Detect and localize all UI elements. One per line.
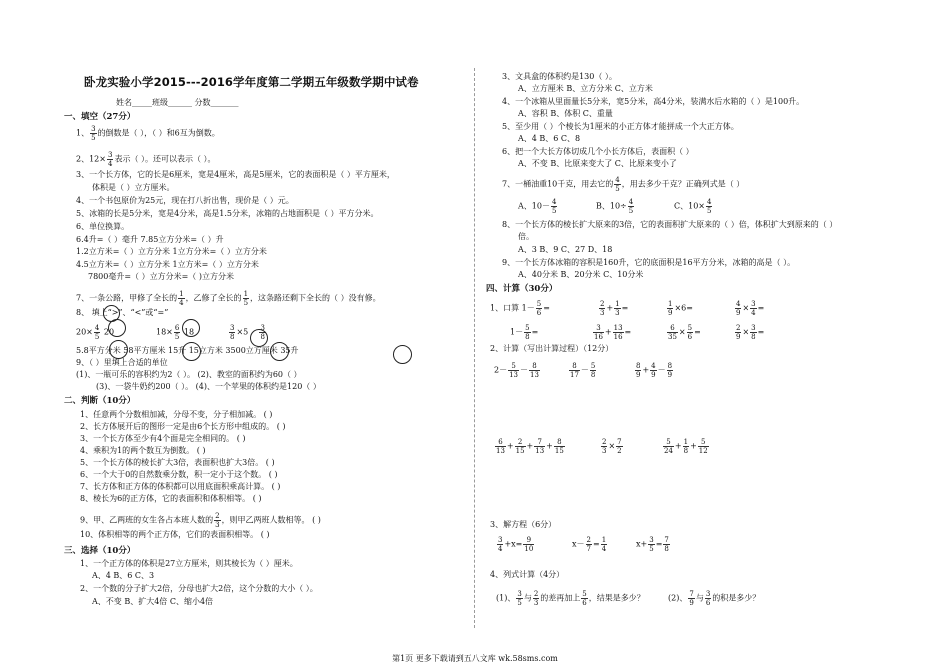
compare-units-row: 5.8平方分米 58平方厘米 15升 15立方米 3500立方厘米 35升 bbox=[76, 346, 299, 355]
answer-circle[interactable] bbox=[182, 342, 201, 361]
choice-2: 2、一个数的分子扩大2倍，分母也扩大2倍，这个分数的大小（ ）。 bbox=[80, 584, 318, 593]
fraction: $\frac{6}{5}$ bbox=[174, 324, 180, 341]
column-divider bbox=[474, 68, 476, 628]
name-line: 姓名_____班级______ 分数_______ bbox=[116, 98, 239, 107]
choice-3: 3、文具盒的体积约是130（ ）。 bbox=[502, 72, 617, 81]
judge-7: 7、长方体和正方体的体积都可以用底面积乘高计算。 ( ) bbox=[80, 482, 281, 491]
equation-label: 3、解方程（6分） bbox=[490, 520, 557, 529]
fraction: $\frac{4}{5}$ bbox=[628, 198, 634, 215]
fraction: $\frac{4}{5}$ bbox=[94, 324, 100, 341]
question-7: 7、一条公路，甲修了全长的 $\frac{1}{4}$ ，乙修了全长的 $\frac{1}{5}$ ，这条路还剩下全长的（ ）没有修。 bbox=[76, 290, 381, 307]
fraction: $\frac{3}{8}$ bbox=[230, 324, 235, 341]
fraction: $\frac{3}{8}$ bbox=[260, 324, 265, 341]
question-1: 1、 $\frac{3}{5}$ 的倒数是（ ），（ ）和6互为倒数。 bbox=[76, 125, 220, 142]
unit-row-3: 4.5立方米=（ ）立方分米 1立方米=（ ）立方分米 bbox=[76, 260, 259, 269]
choice-7-option-b: B、10÷ $\frac{4}{5}$ bbox=[596, 198, 634, 215]
choice-2-options: A、不变 B、扩大4倍 C、缩小4倍 bbox=[92, 597, 214, 606]
compare-item-c: $\frac{3}{8}$ ×5 $\frac{3}{8}$ bbox=[230, 324, 265, 341]
equation-item: x+ $\frac{3}{5}$ = $\frac{7}{8}$ bbox=[636, 536, 669, 553]
choice-3-options: A、立方厘米 B、立方分米 C、立方米 bbox=[518, 84, 653, 93]
compare-item-a: 20× $\frac{4}{5}$ 20 bbox=[76, 324, 115, 341]
fraction: $\frac{1}{4}$ bbox=[179, 290, 184, 307]
answer-circle[interactable] bbox=[250, 329, 268, 347]
page-footer: 第1页 更多下载请到五八文库 wk.58sms.com bbox=[392, 654, 558, 663]
choice-8b: 倍。 bbox=[518, 232, 534, 241]
answer-circle[interactable] bbox=[393, 345, 412, 364]
judge-1: 1、任意两个分数相加减，分母不变，分子相加减。 ( ) bbox=[80, 410, 273, 419]
judge-4: 4、乘积为1的两个数互为倒数。 ( ) bbox=[80, 446, 206, 455]
equation-item: x－ $\frac{2}{7}$ = $\frac{1}{4}$ bbox=[572, 536, 607, 553]
choice-7-option-c: C、10× $\frac{4}{5}$ bbox=[674, 198, 712, 215]
question-6: 6、单位换算。 bbox=[76, 222, 130, 231]
question-9: 9、（ ）里填上合适的单位 bbox=[76, 358, 168, 367]
oral-item: $\frac{3}{16}$ + $\frac{13}{16}$ = bbox=[594, 324, 632, 341]
unit-row-4: 7800毫升=（ ）立方分米=（ )立方分米 bbox=[88, 272, 234, 281]
calc-item: $\frac{8}{9}$ + $\frac{4}{9}$ － $\frac{8}{9}$ bbox=[636, 362, 673, 379]
judge-10: 10、体积相等的两个正方体，它们的表面积相等。 ( ) bbox=[80, 530, 270, 539]
choice-4: 4、一个冰箱从里面量长5分米，宽5分米，高4分米，装满水后水箱的（ ）是100升。 bbox=[502, 97, 805, 106]
answer-circle[interactable] bbox=[270, 342, 289, 361]
compare-item-b: 18× $\frac{6}{5}$ 18 bbox=[156, 324, 195, 341]
page-title: 卧龙实验小学2015---2016学年度第二学期五年级数学期中试卷 bbox=[84, 75, 419, 89]
question-9b: (3)、一袋牛奶约200（ ）。 (4)、一个苹果的体积约是120（ ） bbox=[96, 382, 321, 391]
judge-2: 2、长方体展开后的图形一定是由6个长方形中组成的。 ( ) bbox=[80, 422, 286, 431]
question-9a: (1)、一瓶可乐的容积约为2（ ）。 (2)、教室的面积约为60（ ） bbox=[76, 370, 302, 379]
fraction: $\frac{3}{5}$ bbox=[91, 125, 96, 142]
fraction: $\frac{1}{5}$ bbox=[243, 290, 249, 307]
fraction: $\frac{3}{4}$ bbox=[107, 151, 113, 168]
choice-8-options: A、3 B、9 C、27 D、18 bbox=[518, 245, 613, 254]
judge-6: 6、一个大于0的自然数乘分数，积一定小于这个数。 ( ) bbox=[80, 470, 278, 479]
judge-3: 3、一个长方体至少有4个面是完全相同的。 ( ) bbox=[80, 434, 246, 443]
calc-item: $\frac{5}{24}$ + $\frac{1}{8}$ + $\frac{5}{12}$ bbox=[664, 438, 708, 455]
oral-item: $\frac{1}{9}$ ×6= bbox=[668, 300, 693, 317]
choice-9: 9、一个长方体冰箱的容积是160升，它的底面积是16平方分米，冰箱的高是（ ）。 bbox=[502, 258, 796, 267]
calc-oral-label: 1、口算 1－ $\frac{5}{6}$ = bbox=[490, 300, 550, 317]
fraction: $\frac{2}{3}$ bbox=[215, 512, 220, 529]
answer-circle[interactable] bbox=[182, 319, 200, 337]
calc-item: $\frac{8}{17}$ － $\frac{5}{8}$ bbox=[570, 362, 596, 379]
word-calc-label: 4、列式计算（4分） bbox=[490, 570, 565, 579]
choice-5: 5、至少用（ ）个棱长为1厘米的小正方体才能拼成一个大正方体。 bbox=[502, 122, 739, 131]
question-4: 4、一个书包原价为25元，现在打八折出售，现价是（ ）元。 bbox=[76, 196, 294, 205]
fraction: $\frac{4}{5}$ bbox=[551, 198, 557, 215]
calc-item: $\frac{6}{13}$ + $\frac{2}{15}$ + $\frac{7}{13}$ + $\frac{8}{15}$ bbox=[496, 438, 564, 455]
choice-1: 1、一个正方体的体积是27立方厘米，则其棱长为（ ）厘米。 bbox=[80, 559, 298, 568]
judge-9: 9、甲、乙两班的女生各占本班人数的 $\frac{2}{3}$ ，则甲乙两班人数相等。 ( ) bbox=[80, 512, 321, 529]
choice-4-options: A、容积 B、体积 C、重量 bbox=[518, 109, 613, 118]
choice-7-option-a: A、10－ $\frac{4}{5}$ bbox=[518, 198, 557, 215]
answer-circle[interactable] bbox=[108, 319, 126, 337]
choice-1-options: A、4 B、6 C、3 bbox=[92, 571, 155, 580]
judge-5: 5、一个长方体的棱长扩大3倍，表面积也扩大3倍。 ( ) bbox=[80, 458, 275, 467]
fraction: $\frac{4}{5}$ bbox=[615, 176, 620, 193]
calc-item: $\frac{2}{3}$ × $\frac{7}{2}$ bbox=[602, 438, 622, 455]
question-2: 2、12× $\frac{3}{4}$ 表示（ ）。还可以表示（ ）。 bbox=[76, 151, 216, 168]
calc-steps-label: 2、计算（写出计算过程）（12分） bbox=[490, 344, 614, 353]
word-calc-2: (2)、 $\frac{7}{9}$ 与 $\frac{3}{6}$ 的积是多少？ bbox=[668, 590, 761, 607]
equation-item: $\frac{3}{4}$ +x= $\frac{9}{10}$ bbox=[498, 536, 534, 553]
fraction: $\frac{4}{5}$ bbox=[707, 198, 712, 215]
oral-item: $\frac{4}{9}$ × $\frac{3}{4}$ = bbox=[736, 300, 765, 317]
oral-item: $\frac{6}{35}$ × $\frac{5}{6}$ = bbox=[668, 324, 701, 341]
question-3b: 体积是（ ）立方厘米。 bbox=[92, 183, 175, 192]
calc-item: 2－ $\frac{5}{13}$ － $\frac{8}{13}$ bbox=[494, 362, 539, 379]
choice-6-options: A、不变 B、比原来变大了 C、比原来变小了 bbox=[518, 159, 677, 168]
choice-8a: 8、一个长方体的棱长扩大原来的3倍，它的表面积扩大原来的（ ）倍，体积扩大到原来的（ ） bbox=[502, 220, 838, 229]
answer-circle[interactable] bbox=[109, 340, 128, 359]
judge-8: 8、棱长为6的正方体，它的表面积和体积相等。 ( ) bbox=[80, 494, 262, 503]
choice-7: 7、一桶油重10千克，用去它的 $\frac{4}{5}$ ，用去多少千克？正确列式是（ ） bbox=[502, 176, 745, 193]
oral-item: $\frac{2}{3}$ + $\frac{1}{3}$ = bbox=[600, 300, 629, 317]
section-judge: 二、判断（10分） bbox=[64, 396, 136, 406]
choice-6: 6、把一个大长方体切成几个小长方体后，表面积（ ） bbox=[502, 147, 694, 156]
section-choice: 三、选择（10分） bbox=[64, 546, 136, 556]
choice-5-options: A、4 B、6 C、8 bbox=[518, 134, 581, 143]
word-calc-1: (1)、 $\frac{3}{5}$ 与 $\frac{2}{3}$ 的差再加上 $\frac{5}{6}$ ，结果是多少？ bbox=[496, 590, 645, 607]
section-calc: 四、计算（30分） bbox=[486, 284, 558, 294]
question-8: 8、 填上“>”、“<”或“=” bbox=[76, 308, 169, 317]
oral-item: 1－ $\frac{5}{8}$ = bbox=[510, 324, 539, 341]
unit-row-1: 6.4升=（ ）毫升 7.85立方分米=（ ）升 bbox=[76, 235, 224, 244]
unit-row-2: 1.2立方米=（ ）立方分米 1立方分米=（ ）立方分米 bbox=[76, 247, 267, 256]
question-3a: 3、一个长方体，它的长是6厘米，宽是4厘米，高是5厘米，它的表面积是（ ）平方厘米， bbox=[76, 170, 395, 179]
choice-9-options: A、40分米 B、20分米 C、10分米 bbox=[518, 270, 644, 279]
oral-item: $\frac{2}{9}$ × $\frac{3}{8}$ = bbox=[736, 324, 765, 341]
section-fill-blank: 一、填空（27分） bbox=[64, 112, 136, 122]
question-5: 5、冰箱的长是5分米，宽是4分米，高是1.5分米，冰箱的占地面积是（ ）平方分米。 bbox=[76, 209, 379, 218]
